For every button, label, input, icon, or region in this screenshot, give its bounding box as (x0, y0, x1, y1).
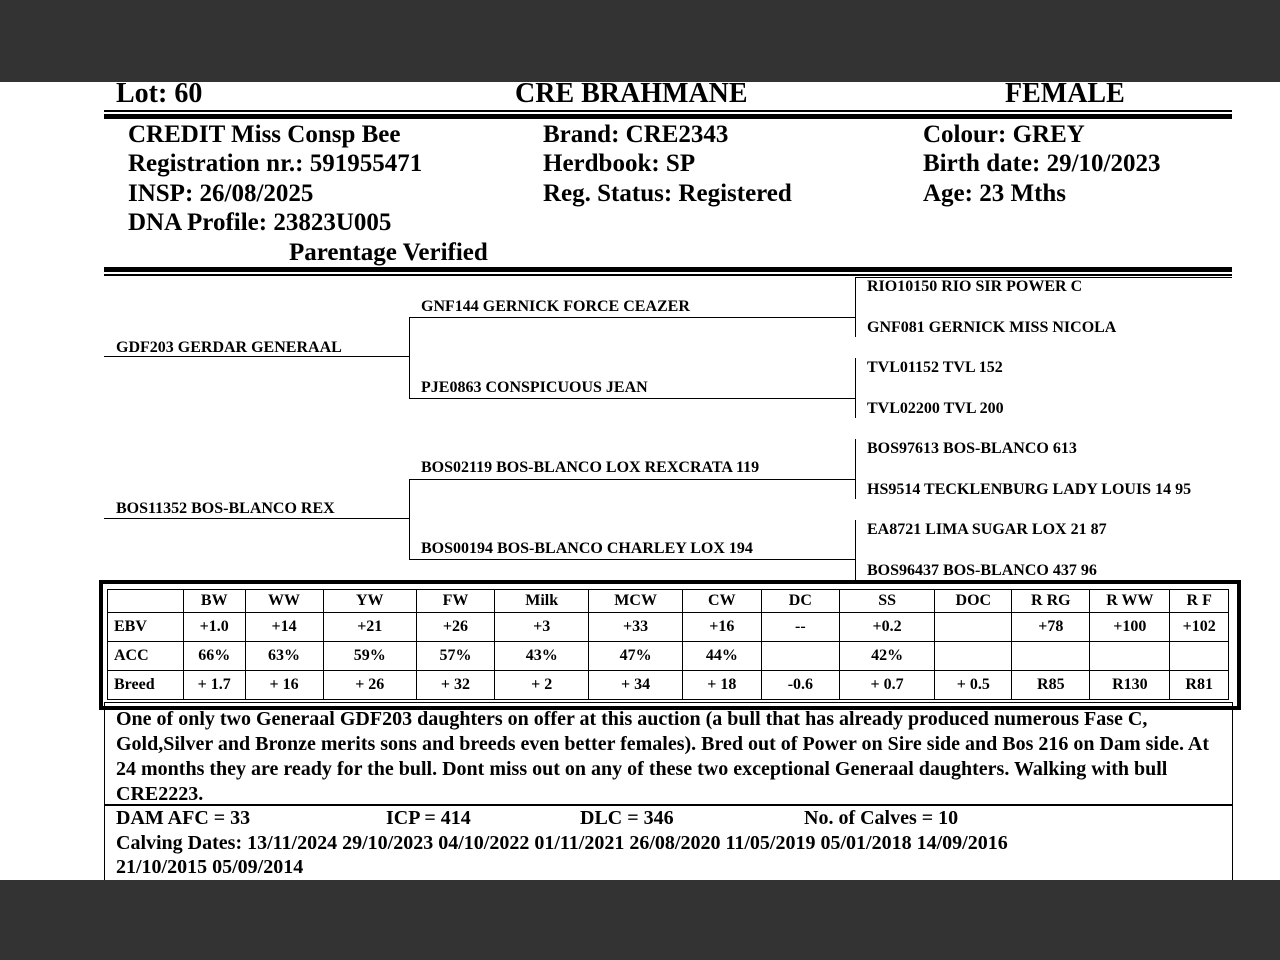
pedigree-ggp-2: GNF081 GERNICK MISS NICOLA (867, 319, 1117, 336)
ebv-cell: +26 (416, 613, 494, 642)
top-dark-band (0, 0, 1280, 82)
inspection-date: INSP: 26/08/2025 (128, 180, 314, 207)
pedigree-ggp-6: HS9514 TECKLENBURG LADY LOUIS 14 95 (867, 481, 1192, 498)
breed-cell: R81 (1170, 671, 1229, 700)
info-rule-thick (104, 267, 1232, 272)
breed-row (108, 671, 1229, 700)
animal-name: CREDIT Miss Consp Bee (128, 121, 401, 148)
ebv-cell: +0.2 (839, 613, 934, 642)
dam-sire-line (409, 479, 855, 480)
ebv-header-cell: FW (416, 590, 494, 613)
info-rule-thin (104, 274, 1232, 276)
ggp-branch-2 (855, 358, 856, 418)
breed-cell: + 1.7 (183, 671, 245, 700)
acc-cell: 47% (589, 642, 682, 671)
breed-cell: + 0.5 (935, 671, 1012, 700)
acc-cell: 63% (245, 642, 323, 671)
acc-cell: 57% (416, 642, 494, 671)
acc-cell (935, 642, 1012, 671)
parentage-verified: Parentage Verified (289, 239, 488, 266)
acc-cell (1170, 642, 1229, 671)
dam-icp: ICP = 414 (386, 807, 471, 829)
dam-dam-line (409, 559, 855, 560)
breed-cell: -0.6 (761, 671, 839, 700)
sire-branch (409, 317, 410, 399)
ebv-header-cell: R F (1170, 590, 1229, 613)
ebv-cell: +14 (245, 613, 323, 642)
ebv-header-row (108, 590, 1229, 613)
acc-cell (1012, 642, 1090, 671)
ebv-cell: +102 (1170, 613, 1229, 642)
sire-dam-line (409, 398, 855, 399)
age: Age: 23 Mths (923, 180, 1067, 207)
lot-catalogue-page (0, 82, 1280, 880)
bottom-dark-band (0, 880, 1280, 960)
pedigree-sire: GDF203 GERDAR GENERAAL (116, 339, 342, 356)
acc-row (108, 642, 1229, 671)
dam-branch (409, 479, 410, 560)
breed-row-label: Breed (108, 671, 184, 700)
ebv-cell (935, 613, 1012, 642)
ebv-header-cell: DC (761, 590, 839, 613)
birth-date: Birth date: 29/10/2023 (923, 150, 1161, 177)
breed-cell: + 32 (416, 671, 494, 700)
ebv-header-cell: R RG (1012, 590, 1090, 613)
ebv-header-cell: SS (839, 590, 934, 613)
ebv-cell: +16 (682, 613, 761, 642)
ebv-header-cell: CW (682, 590, 761, 613)
ebv-header-cell (108, 590, 184, 613)
dam-calves: No. of Calves = 10 (804, 807, 959, 829)
ebv-row (108, 613, 1229, 642)
acc-cell (1090, 642, 1170, 671)
ebv-header-cell: DOC (935, 590, 1012, 613)
herdbook: Herdbook: SP (543, 150, 696, 177)
dam-afc: DAM AFC = 33 (116, 807, 251, 829)
breed-cell: + 26 (323, 671, 416, 700)
acc-cell: 44% (682, 642, 761, 671)
ebv-cell: +100 (1090, 613, 1170, 642)
ebv-cell: +1.0 (183, 613, 245, 642)
registration-status: Reg. Status: Registered (543, 180, 792, 207)
acc-cell: 66% (183, 642, 245, 671)
pedigree-ggp-5: BOS97613 BOS-BLANCO 613 (867, 440, 1077, 457)
registration-number: Registration nr.: 591955471 (128, 150, 423, 177)
ggp-branch-4 (855, 520, 856, 580)
breed-title: CRE BRAHMANE (515, 82, 748, 109)
pedigree-ggp-8: BOS96437 BOS-BLANCO 437 96 (867, 562, 1097, 579)
pedigree-sire-dam: PJE0863 CONSPICUOUS JEAN (421, 379, 648, 396)
lot-description: One of only two Generaal GDF203 daughters on offer at this auction (a bull that has already produced numerous Fase C, Gold,Silver and Bronze merits sons and breeds even better females). Bred out of Power on Sire side and Bos 216 on Dam side. At 24 months they are ready for the bull. Dont miss out on any of these two exceptional Generaal daughters. Walking with bull CRE2223. (116, 708, 1209, 805)
breed-cell: + 18 (682, 671, 761, 700)
header-rule-thin (104, 110, 1232, 112)
ebv-cell: +78 (1012, 613, 1090, 642)
sex-label: FEMALE (1005, 82, 1125, 109)
pedigree-dam-sire: BOS02119 BOS-BLANCO LOX REXCRATA 119 (421, 459, 760, 476)
pedigree-ggp-3: TVL01152 TVL 152 (867, 359, 1003, 376)
acc-row-label: ACC (108, 642, 184, 671)
pedigree-ggp-4: TVL02200 TVL 200 (867, 400, 1004, 417)
dam-dlc: DLC = 346 (580, 807, 674, 829)
ebv-cell: -- (761, 613, 839, 642)
dna-profile: DNA Profile: 23823U005 (128, 209, 392, 236)
acc-cell: 42% (839, 642, 934, 671)
ebv-header-cell: Milk (494, 590, 588, 613)
brand: Brand: CRE2343 (543, 121, 729, 148)
acc-cell (761, 642, 839, 671)
pedigree-dam: BOS11352 BOS-BLANCO REX (116, 500, 335, 517)
ebv-cell: +3 (494, 613, 588, 642)
dam-line (104, 518, 409, 519)
lot-number: Lot: 60 (116, 82, 203, 109)
pedigree-ggp-1: RIO10150 RIO SIR POWER C (867, 278, 1083, 295)
breed-cell: + 0.7 (839, 671, 934, 700)
ggp-branch-1 (855, 277, 856, 337)
ebv-header-cell: YW (323, 590, 416, 613)
breed-cell: + 16 (245, 671, 323, 700)
ebv-row-label: EBV (108, 613, 184, 642)
ebv-table (107, 589, 1229, 700)
ggp-branch-3 (855, 439, 856, 499)
ebv-header-cell: R WW (1090, 590, 1170, 613)
header-rule-thick (104, 114, 1232, 119)
pedigree-ggp-7: EA8721 LIMA SUGAR LOX 21 87 (867, 521, 1107, 538)
breed-cell: R130 (1090, 671, 1170, 700)
colour: Colour: GREY (923, 121, 1085, 148)
calving-dates-line-1: Calving Dates: 13/11/2024 29/10/2023 04/10/2022 01/11/2021 26/08/2020 11/05/2019 05/01/2018 14/09/2016 (116, 832, 1008, 854)
ebv-header-cell: WW (245, 590, 323, 613)
pedigree-dam-dam: BOS00194 BOS-BLANCO CHARLEY LOX 194 (421, 540, 753, 557)
acc-cell: 43% (494, 642, 588, 671)
ebv-cell: +21 (323, 613, 416, 642)
acc-cell: 59% (323, 642, 416, 671)
breed-cell: R85 (1012, 671, 1090, 700)
sire-sire-line (409, 317, 855, 318)
calving-dates-line-2: 21/10/2015 05/09/2014 (116, 856, 304, 878)
ebv-cell: +33 (589, 613, 682, 642)
pedigree-sire-sire: GNF144 GERNICK FORCE CEAZER (421, 298, 690, 315)
breed-cell: + 2 (494, 671, 588, 700)
ebv-header-cell: BW (183, 590, 245, 613)
ebv-header-cell: MCW (589, 590, 682, 613)
breed-cell: + 34 (589, 671, 682, 700)
